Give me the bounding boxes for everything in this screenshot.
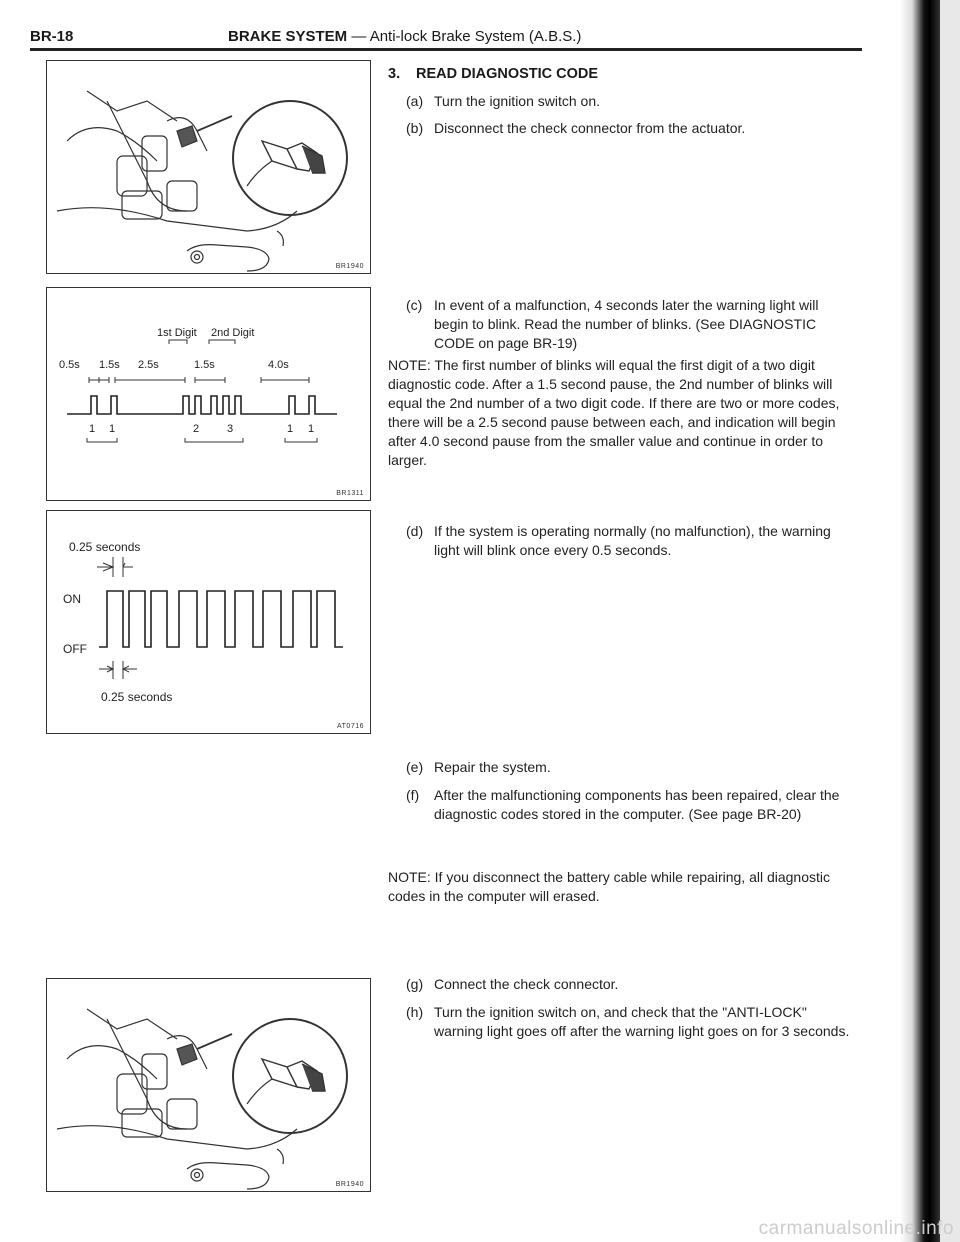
top-interval-label: 0.25 seconds [69, 540, 141, 554]
count-1b: 1 [109, 423, 116, 435]
item-label: (h) [406, 1004, 424, 1020]
interval-4-0s: 4.0s [268, 359, 289, 371]
interval-1-5s-b: 1.5s [194, 359, 215, 371]
header-rule [30, 48, 862, 51]
item-label: (a) [406, 93, 424, 109]
note-battery: NOTE: If you disconnect the battery cable while repairing, all diagnostic codes in the computer will erased. [388, 869, 831, 904]
item-text: Turn the ignition switch on, and check that the "ANTI-LOCK" warning light goes off after the warning light goes on for 3 seconds. [434, 1004, 850, 1039]
section-title-bold: BRAKE SYSTEM [228, 28, 348, 45]
figure-normal-blink [46, 510, 371, 734]
item-text: Disconnect the check connector from the actuator. [434, 120, 746, 136]
item-text: Connect the check connector. [434, 976, 619, 992]
watermark: carmanualsonline.info [758, 1218, 954, 1239]
count-1c: 1 [287, 423, 294, 435]
page-binding-margin [940, 0, 960, 1242]
interval-0-5s: 0.5s [59, 359, 80, 371]
figure-connector-bottom [46, 978, 371, 1192]
figure-ref: BR1311 [336, 490, 364, 497]
figure-ref: BR1940 [335, 1181, 364, 1188]
normal-blink-diagram [47, 511, 370, 733]
note-first-digit: NOTE: The first number of blinks will equal the first digit of a two digit diagnostic code. After a 1.5 second pause, the 2nd number of blinks will equal the 2nd number of a two digit code. If there are two or more codes, there will be a 2.5 second pause between each, and indication will begin after 4.0 second pause from the smaller value and continue in order to larger. [388, 357, 840, 468]
step-number: 3. [388, 66, 401, 82]
item-label: (c) [406, 297, 423, 313]
section-title-rest: — Anti-lock Brake System (A.B.S.) [347, 28, 582, 45]
count-1a: 1 [89, 423, 96, 435]
item-label: (b) [406, 120, 424, 136]
item-text: After the malfunctioning components has been repaired, clear the diagnostic codes stored in the computer. (See page BR-20) [434, 787, 840, 822]
section-title [228, 28, 581, 45]
item-label: (d) [406, 523, 424, 539]
item-label: (f) [406, 787, 420, 803]
digit-timing-diagram [47, 288, 370, 500]
figure-digit-timing [46, 287, 371, 501]
item-text: Turn the ignition switch on. [434, 93, 601, 109]
item-text: If the system is operating normally (no malfunction), the warning light will blink once every 0.5 seconds. [434, 523, 831, 558]
on-label: ON [63, 592, 81, 606]
connector-illustration [47, 61, 370, 273]
count-2: 2 [193, 423, 200, 435]
off-label: OFF [63, 642, 87, 656]
digit1-label: 1st Digit [157, 327, 197, 339]
connector-illustration [47, 979, 370, 1191]
item-label: (g) [406, 976, 424, 992]
item-label: (e) [406, 759, 424, 775]
item-text: In event of a malfunction, 4 seconds later the warning light will begin to blink. Read the number of blinks. (See DIAGNOSTIC CODE on page BR-19) [434, 297, 819, 351]
digit2-label: 2nd Digit [211, 327, 255, 339]
interval-1-5s-a: 1.5s [99, 359, 120, 371]
page-header [30, 26, 862, 54]
item-text: Repair the system. [434, 759, 551, 775]
count-1d: 1 [308, 423, 315, 435]
figure-connector-top [46, 60, 371, 274]
step-title: READ DIAGNOSTIC CODE [416, 66, 599, 82]
bottom-interval-label: 0.25 seconds [101, 690, 173, 704]
interval-2-5s: 2.5s [138, 359, 159, 371]
figure-ref: AT0716 [337, 723, 364, 730]
page-number: BR-18 [30, 28, 74, 45]
count-3: 3 [227, 423, 234, 435]
step-heading [388, 66, 598, 82]
page-binding-edge [900, 0, 940, 1242]
figure-ref: BR1940 [335, 263, 364, 270]
